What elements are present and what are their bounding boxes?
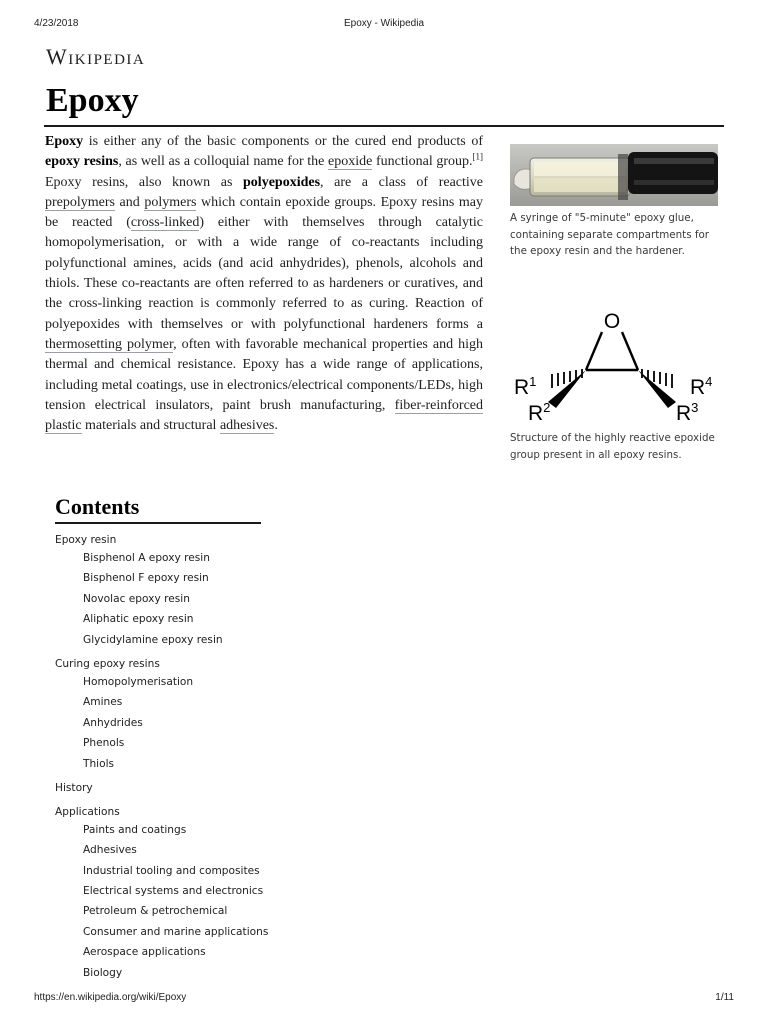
title-divider: [44, 125, 724, 127]
svg-text:R4: [690, 374, 712, 399]
label-r3-sup: 3: [691, 400, 699, 415]
epoxide-structure-image[interactable]: [510, 304, 718, 426]
svg-text:R1: [514, 374, 536, 399]
toc-item[interactable]: Adhesives: [83, 844, 137, 857]
toc-item[interactable]: Bisphenol A epoxy resin: [83, 552, 210, 564]
label-r1-sup: 1: [529, 374, 537, 389]
figure-syringe-caption: A syringe of "5-minute" epoxy glue, containing separate compartments for the epoxy resin and the hardener.: [510, 212, 709, 257]
label-r2-sup: 2: [543, 400, 551, 415]
table-of-contents: [55, 532, 355, 983]
toc-item[interactable]: Bisphenol F epoxy resin: [83, 572, 209, 585]
toc-item[interactable]: Aerospace applications: [83, 946, 206, 959]
toc-section: [55, 532, 355, 650]
lead-paragraph: Epoxy is either any of the basic components or the cured end products of epoxy resins, as well as a colloquial name for the epoxide functional group.[1] Epoxy resins, also known as polyepoxides, are a class of reactive prepolymers and polymers which contain epoxide groups. Epoxy resins may be reacted (cross-linked) either with themselves through catalytic homopolymerisation, or with a wide range of co-reactants including polyfunctional amines, acids (and acid anhydrides), phenols, alcohols and thiols. These co-reactants are often referred to as hardeners or curatives, and the cross-linking reaction is commonly referred to as curing. Reaction of polyepoxides with themselves or with polyfunctional hardeners forms a thermosetting polymer, often with favorable mechanical properties and high thermal and chemical resistance. Epoxy has a wide range of applications, including metal coatings, use in electronics/electrical components/LEDs, high tension electrical insulators, paint brush manufacturing, fiber-reinforced plastic materials and structural adhesives.: [45, 134, 484, 434]
label-r3: R: [676, 402, 692, 425]
syringe-image[interactable]: [510, 144, 718, 206]
toc-section: [55, 656, 355, 774]
reference-1[interactable]: [1]: [472, 151, 484, 162]
term-polyepoxides: polyepoxides: [243, 174, 321, 190]
toc-item[interactable]: Consumer and marine applications: [83, 925, 269, 938]
link-adhesives[interactable]: adhesives: [219, 418, 275, 434]
figure-epoxide-structure: [510, 304, 718, 463]
toc-item[interactable]: Thiols: [83, 757, 115, 770]
print-page-title: Epoxy - Wikipedia: [343, 18, 425, 29]
print-date: 4/23/2018: [34, 18, 79, 29]
wikipedia-logo[interactable]: Wikipedia: [46, 44, 146, 69]
figure-syringe: [510, 144, 718, 260]
svg-text:R2: [528, 400, 550, 425]
toc-item[interactable]: Phenols: [83, 737, 125, 750]
toc-item[interactable]: Amines: [83, 696, 123, 709]
toc-section-epoxy-resin[interactable]: Epoxy resin: [55, 534, 117, 546]
print-footer: [34, 992, 734, 1006]
figure-epoxide-caption: Structure of the highly reactive epoxide group present in all epoxy resins.: [510, 432, 715, 461]
link-epoxide[interactable]: epoxide: [327, 154, 373, 170]
label-r4: R: [690, 376, 706, 399]
toc-section: [55, 804, 355, 983]
toc-section-history[interactable]: History: [55, 781, 93, 794]
print-page-number: 1/11: [715, 992, 734, 1003]
toc-item[interactable]: Paints and coatings: [83, 823, 187, 836]
link-thermosetting-polymer[interactable]: thermosetting polymer: [45, 336, 174, 352]
svg-text:R3: [676, 400, 698, 425]
term-epoxy-resins: epoxy resins: [45, 154, 119, 170]
print-header: [34, 18, 734, 32]
toc-section-applications[interactable]: Applications: [55, 805, 120, 818]
toc-item[interactable]: Anhydrides: [83, 716, 143, 729]
link-fiber-reinforced-plastic[interactable]: fiber-reinforced plastic: [45, 397, 483, 434]
label-r4-sup: 4: [705, 374, 713, 389]
link-polymers[interactable]: polymers: [144, 194, 197, 210]
toc-item[interactable]: Electrical systems and electronics: [83, 885, 264, 898]
label-r2: R: [528, 402, 544, 425]
toc-item[interactable]: Industrial tooling and composites: [83, 864, 260, 877]
toc-item[interactable]: Biology: [83, 966, 123, 979]
label-oxygen: O: [603, 310, 621, 333]
link-cross-linked[interactable]: cross-linked: [130, 215, 200, 231]
contents-divider: [55, 522, 261, 524]
toc-section: [55, 780, 355, 796]
toc-item[interactable]: Petroleum & petrochemical: [83, 905, 228, 918]
term-epoxy: Epoxy: [45, 134, 84, 149]
toc-item[interactable]: Homopolymerisation: [83, 675, 194, 688]
label-r1: R: [514, 376, 530, 399]
link-prepolymers[interactable]: prepolymers: [45, 194, 115, 210]
page-title: Epoxy: [46, 82, 139, 119]
toc-section-curing[interactable]: Curing epoxy resins: [55, 657, 160, 670]
print-url[interactable]: https://en.wikipedia.org/wiki/Epoxy: [34, 992, 187, 1003]
toc-item[interactable]: Aliphatic epoxy resin: [83, 613, 194, 626]
contents-title: Contents: [55, 494, 140, 519]
toc-item[interactable]: Glycidylamine epoxy resin: [83, 633, 223, 646]
toc-item[interactable]: Novolac epoxy resin: [83, 592, 190, 605]
